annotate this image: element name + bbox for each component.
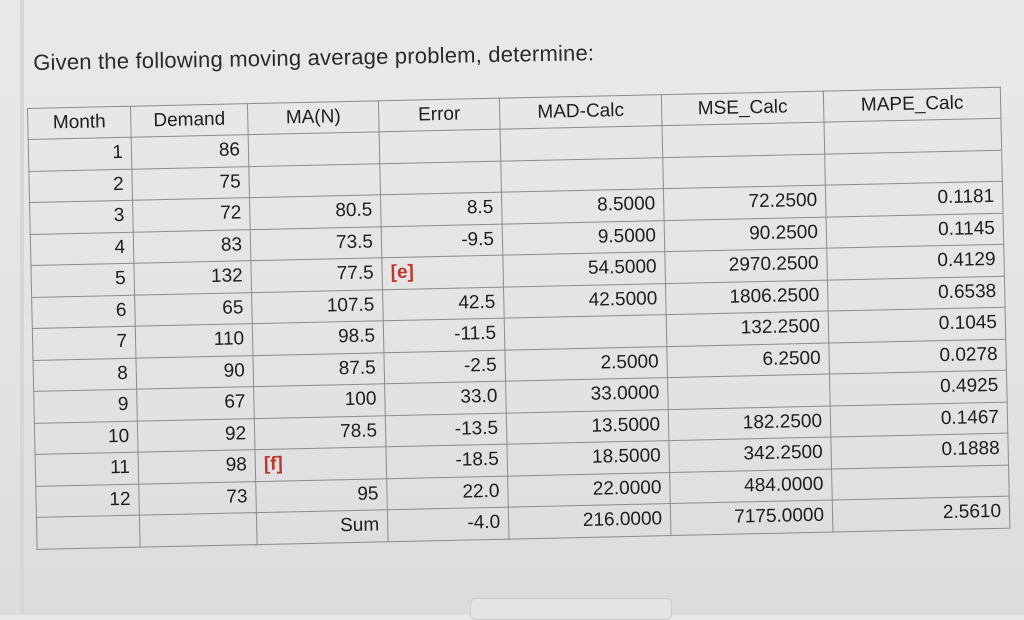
page-edge	[20, 0, 24, 615]
cell-mape	[824, 118, 1002, 153]
cell-ma: 78.5	[254, 415, 386, 449]
cell-demand: 65	[135, 292, 253, 326]
cell-mape: 0.1181	[825, 181, 1003, 216]
cell-month: 1	[28, 137, 132, 171]
cell-mad	[504, 315, 667, 350]
cell-month: 6	[32, 295, 136, 329]
cell-ma: 100	[254, 384, 386, 418]
cell-ma: 107.5	[252, 289, 384, 323]
cell-ma	[255, 447, 387, 481]
cell-ma: 95	[256, 478, 388, 512]
cell-error: 42.5	[383, 287, 505, 321]
cell-error	[382, 255, 504, 289]
cell-error: -18.5	[386, 444, 508, 478]
cell-demand	[138, 450, 256, 484]
cell-mse: 182.2500	[668, 406, 831, 441]
moving-average-table	[27, 87, 1010, 550]
cell-demand: 92	[137, 418, 255, 452]
cell-error: -13.5	[385, 413, 507, 447]
cell-month: 8	[33, 358, 137, 392]
cell-demand: 75	[132, 166, 250, 200]
cell-mad: 33.0000	[506, 378, 669, 413]
cell-error: -2.5	[384, 350, 506, 384]
cell-mad: 13.5000	[506, 409, 669, 444]
answer-marker-f: [f]	[263, 453, 284, 476]
cell-mape: 0.4925	[829, 370, 1007, 405]
header-mape: MAPE_Calc	[823, 87, 1001, 122]
header-demand: Demand	[130, 104, 248, 138]
cell-ma: 98.5	[252, 321, 384, 355]
cell-mape	[825, 150, 1003, 185]
cell-error: 8.5	[380, 192, 502, 226]
cell-month: 2	[29, 169, 133, 203]
header-month: Month	[28, 106, 132, 139]
cell-mad: 54.5000	[503, 252, 666, 287]
cell-demand: 110	[135, 324, 253, 358]
cell-demand: 67	[137, 387, 255, 421]
cell-mape: 0.1145	[826, 213, 1004, 248]
cell-ma-value: 77.5	[336, 262, 374, 285]
cell-ma: 80.5	[250, 195, 382, 229]
cell-ma: 73.5	[250, 226, 382, 260]
sum-mape: 2.5610	[832, 496, 1010, 531]
header-ma: MA(N)	[247, 101, 379, 135]
cell-mse	[668, 374, 831, 409]
cell-mad: 18.5000	[507, 441, 670, 476]
cell-demand: 86	[131, 135, 249, 169]
cell-error: 22.0	[387, 476, 509, 510]
cell-mse: 1806.2500	[665, 280, 828, 315]
sum-blank-month	[36, 515, 140, 549]
cell-mape: 0.0278	[829, 339, 1007, 374]
answer-marker-e: [e]	[390, 261, 415, 284]
cell-ma: 87.5	[253, 352, 385, 386]
cell-mad	[501, 157, 664, 192]
sum-mad: 216.0000	[508, 504, 671, 539]
cell-ma	[248, 132, 380, 166]
cell-ma	[249, 163, 381, 197]
cell-mad: 9.5000	[502, 220, 665, 255]
sum-label: Sum	[256, 510, 388, 544]
cell-mse: 2970.2500	[665, 248, 828, 283]
cell-mape: 0.6538	[827, 276, 1005, 311]
cell-month: 10	[34, 421, 138, 455]
cell-error: -11.5	[383, 318, 505, 352]
cell-error: -9.5	[381, 224, 503, 258]
sum-error: -4.0	[387, 507, 509, 541]
cell-error: 33.0	[385, 381, 507, 415]
cell-month: 12	[36, 484, 140, 518]
cell-demand: 72	[133, 198, 251, 232]
cell-month: 5	[31, 263, 135, 297]
cell-demand: 90	[136, 355, 254, 389]
cell-demand: 73	[139, 481, 257, 515]
cell-mse: 6.2500	[667, 343, 830, 378]
cell-month: 7	[32, 326, 136, 360]
cell-mad: 2.5000	[505, 346, 668, 381]
cell-month: 3	[30, 200, 134, 234]
cell-demand: 83	[133, 229, 251, 263]
cell-mape: 0.4129	[827, 244, 1005, 279]
header-mse: MSE_Calc	[661, 91, 824, 126]
cell-month: 4	[30, 232, 134, 266]
cell-mse	[663, 154, 826, 189]
cell-mad	[500, 126, 663, 161]
moving-average-table-wrapper	[27, 87, 1010, 550]
cell-error	[379, 129, 501, 163]
cell-mse: 484.0000	[670, 469, 833, 504]
cell-mse: 90.2500	[664, 217, 827, 252]
cell-mse: 72.2500	[663, 185, 826, 220]
table-body	[28, 118, 1010, 549]
cell-mad: 42.5000	[504, 283, 667, 318]
sum-mse: 7175.0000	[670, 500, 833, 535]
question-text: Given the following moving average problem, determine:	[33, 40, 595, 75]
cell-error	[380, 161, 502, 195]
cell-mape: 0.1888	[831, 433, 1009, 468]
cell-demand-value: 98	[225, 454, 248, 476]
cell-ma	[251, 258, 383, 292]
cell-mape	[832, 465, 1010, 500]
cell-mse: 132.2500	[666, 311, 829, 346]
bottom-object	[470, 598, 672, 620]
cell-month: 9	[34, 389, 138, 423]
sum-blank-demand	[139, 513, 257, 547]
header-mad: MAD-Calc	[499, 95, 662, 130]
cell-month: 11	[35, 452, 139, 486]
cell-mad: 22.0000	[508, 472, 671, 507]
cell-mse: 342.2500	[669, 437, 832, 472]
cell-demand: 132	[134, 261, 252, 295]
cell-mape: 0.1045	[828, 307, 1006, 342]
header-error: Error	[378, 98, 500, 132]
cell-mape: 0.1467	[830, 402, 1008, 437]
cell-mad: 8.5000	[501, 189, 664, 224]
cell-mse	[662, 122, 825, 157]
